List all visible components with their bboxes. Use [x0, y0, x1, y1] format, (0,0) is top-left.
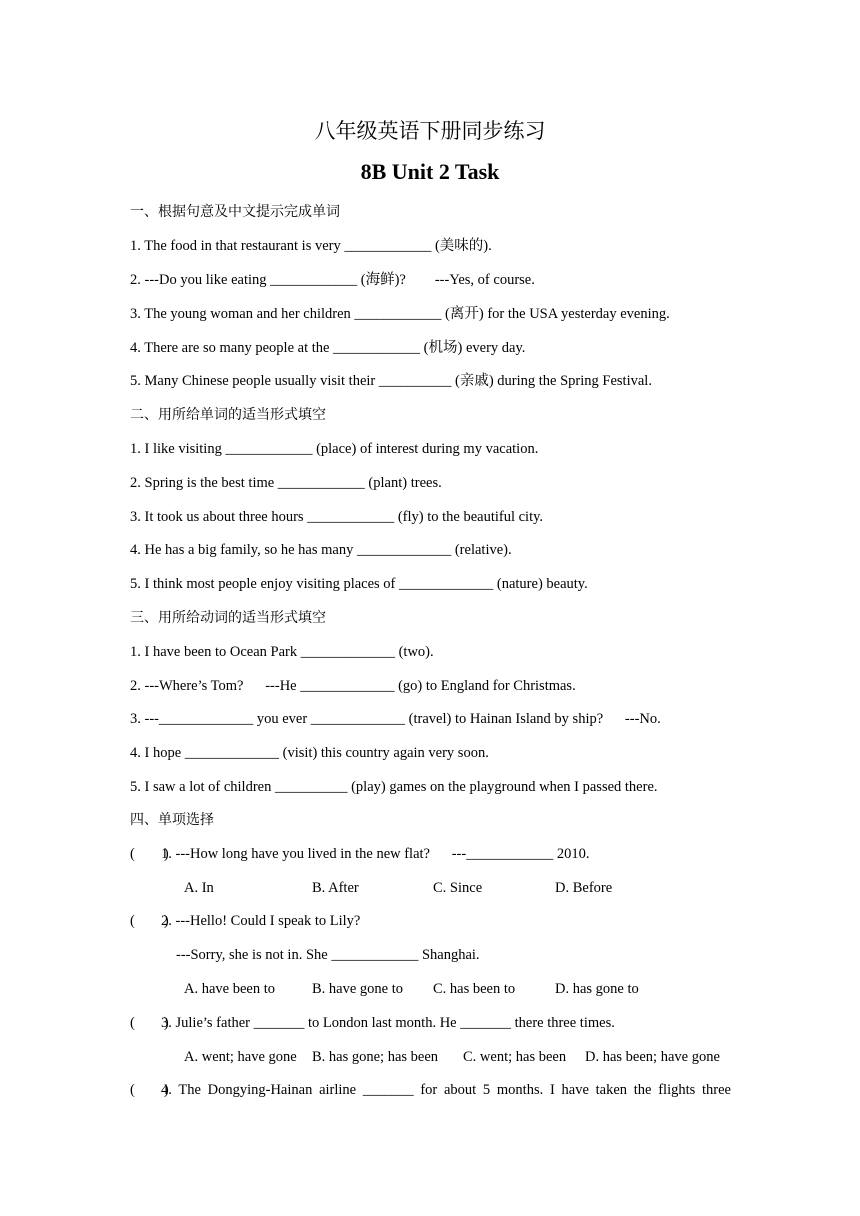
- exercise-item: 3. The young woman and her children ____________ (离开) for the USA yesterday evening.: [130, 306, 670, 322]
- question-subline: ---Sorry, she is not in. She ____________ Shanghai.: [176, 947, 480, 963]
- option-b: B. has gone; has been: [312, 1049, 439, 1065]
- exercise-item: 5. I think most people enjoy visiting places of _____________ (nature) beauty.: [130, 576, 588, 592]
- page-title: 八年级英语下册同步练习: [314, 119, 546, 143]
- exercise-item: 4. There are so many people at the ____________ (机场) every day.: [130, 340, 526, 356]
- exercise-item: 5. I saw a lot of children __________ (play) games on the playground when I passed there.: [130, 779, 658, 795]
- option-b: B. have gone to: [312, 981, 404, 997]
- option-d: D. has been; have gone: [585, 1049, 720, 1065]
- answer-bracket: ( ): [130, 846, 169, 862]
- option-d: D. has gone to: [555, 981, 639, 997]
- answer-bracket: ( ): [130, 1015, 169, 1031]
- question-text: 3. Julie’s father _______ to London last month. He _______ there three times.: [161, 1015, 615, 1031]
- exercise-item: 2. Spring is the best time ____________ (plant) trees.: [130, 475, 442, 491]
- answer-bracket: ( ): [130, 1082, 169, 1098]
- section-3-heading: 三、用所给动词的适当形式填空: [130, 610, 326, 626]
- exercise-item: 4. He has a big family, so he has many _____________ (relative).: [130, 542, 512, 558]
- exercise-item: 5. Many Chinese people usually visit their __________ (亲戚) during the Spring Festival.: [130, 373, 652, 389]
- section-2-heading: 二、用所给单词的适当形式填空: [130, 407, 326, 423]
- question-text: 2. ---Hello! Could I speak to Lily?: [161, 913, 361, 929]
- option-b: B. After: [312, 880, 359, 896]
- answer-bracket: ( ): [130, 913, 169, 929]
- option-a: A. In: [184, 880, 214, 896]
- exercise-item: 2. ---Do you like eating ____________ (海鲜)? ---Yes, of course.: [130, 272, 535, 288]
- exercise-item: 3. ---_____________ you ever _____________ (travel) to Hainan Island by ship? ---No.: [130, 711, 661, 727]
- exercise-item: 4. I hope _____________ (visit) this country again very soon.: [130, 745, 489, 761]
- exercise-item: 1. I like visiting ____________ (place) of interest during my vacation.: [130, 441, 539, 457]
- exercise-item: 1. The food in that restaurant is very ____________ (美味的).: [130, 238, 492, 254]
- option-c: C. Since: [433, 880, 483, 896]
- exercise-item: 1. I have been to Ocean Park _____________ (two).: [130, 644, 434, 660]
- option-c: C. has been to: [433, 981, 516, 997]
- option-d: D. Before: [555, 880, 613, 896]
- exercise-item: 3. It took us about three hours ____________ (fly) to the beautiful city.: [130, 509, 544, 525]
- exercise-item: 2. ---Where’s Tom? ---He _____________ (go) to England for Christmas.: [130, 678, 576, 694]
- option-a: A. went; have gone: [184, 1049, 297, 1065]
- question-text: 4. The Dongying-Hainan airline _______ for about 5 months. I have taken the flights three: [161, 1082, 731, 1098]
- section-4-heading: 四、单项选择: [130, 812, 214, 828]
- page-subtitle: 8B Unit 2 Task: [360, 159, 500, 184]
- section-1-heading: 一、根据句意及中文提示完成单词: [130, 204, 340, 220]
- option-c: C. went; has been: [463, 1049, 567, 1065]
- option-a: A. have been to: [184, 981, 275, 997]
- question-text: 1. ---How long have you lived in the new flat? ---____________ 2010.: [161, 846, 590, 862]
